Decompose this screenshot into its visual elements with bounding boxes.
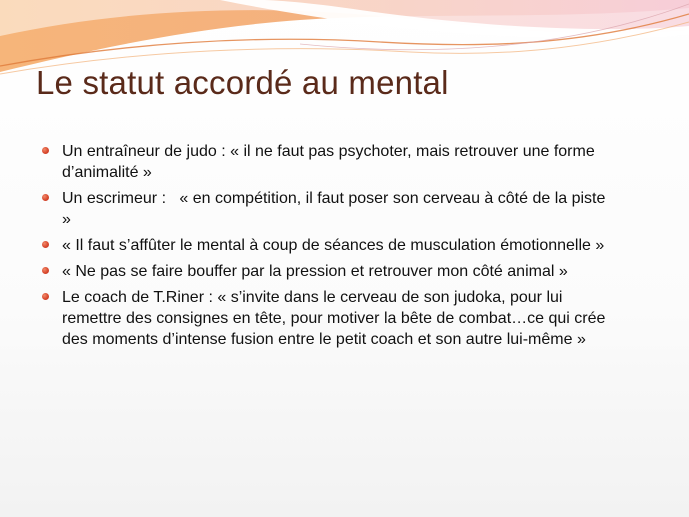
bullet-text: Le coach de T.Riner : « s’invite dans le cerveau de son judoka, pour lui remettre des consignes en tête, pour motiver la bête de combat…ce qui crée des moments d’intense fusion entre le petit coach et son autre lui-même » xyxy=(62,289,606,348)
round-bullet-icon xyxy=(42,293,49,300)
bullet-text: Un escrimeur : « en compétition, il faut poser son cerveau à côté de la piste » xyxy=(62,190,610,228)
bullet-list xyxy=(40,141,615,355)
round-bullet-icon xyxy=(42,267,49,274)
bullet-text: « Ne pas se faire bouffer par la pression et retrouver mon côté animal » xyxy=(62,263,568,280)
bullet-item xyxy=(40,141,615,183)
round-bullet-icon xyxy=(42,241,49,248)
bullet-text: « Il faut s’affûter le mental à coup de séances de musculation émotionnelle » xyxy=(62,237,605,254)
round-bullet-icon xyxy=(42,147,49,154)
bullet-item xyxy=(40,261,615,282)
round-bullet-icon xyxy=(42,194,49,201)
bullet-item xyxy=(40,188,615,230)
bullet-item xyxy=(40,287,615,350)
bullet-text: Un entraîneur de judo : « il ne faut pas psychoter, mais retrouver une forme d’animalité » xyxy=(62,143,595,181)
slide-title: Le statut accordé au mental xyxy=(36,64,449,101)
bullet-item xyxy=(40,235,615,256)
